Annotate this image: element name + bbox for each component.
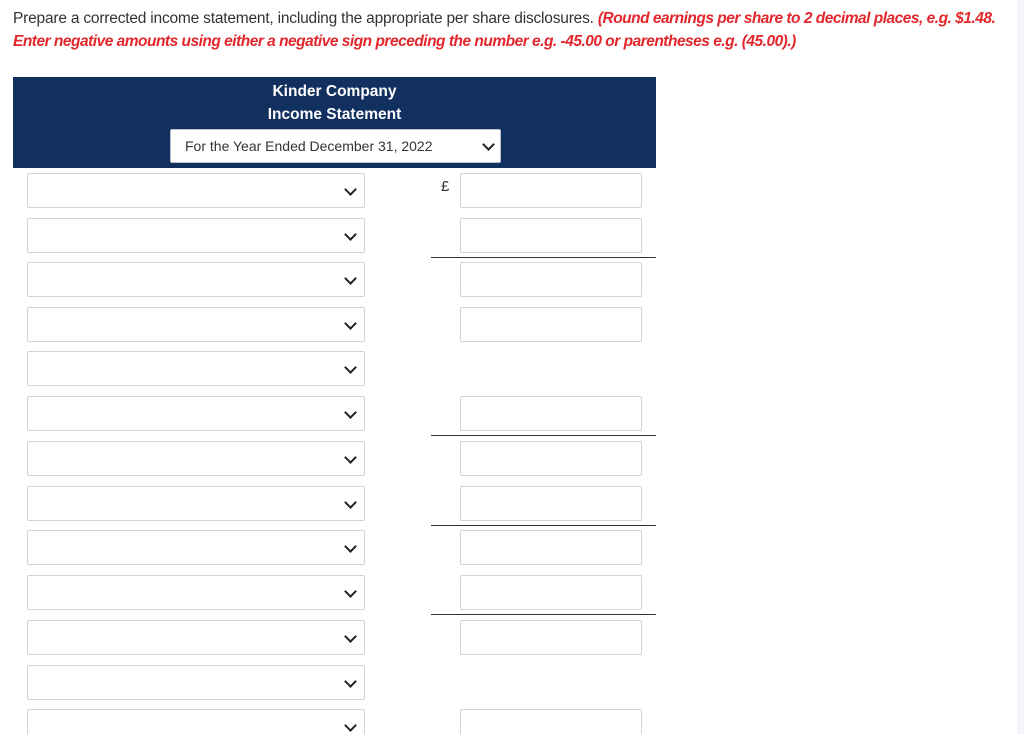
subtotal-rule [431,435,656,436]
scrollbar-track[interactable] [1017,0,1024,734]
chevron-down-icon [344,228,357,241]
currency-symbol: £ [441,178,450,195]
row-10-account-dropdown[interactable] [27,575,365,610]
chevron-down-icon [344,406,357,419]
instructions-text: Prepare a corrected income statement, including the appropriate per share disclosures. [13,10,594,27]
row-11-account-dropdown[interactable] [27,620,365,655]
row-8-amount-input[interactable] [460,486,642,521]
subtotal-rule [431,614,656,615]
row-7-amount-input[interactable] [460,441,642,476]
row-2-amount-input[interactable] [460,218,642,253]
chevron-down-icon [344,675,357,688]
chevron-down-icon [344,585,357,598]
statement-title: Income Statement [267,106,402,123]
chevron-down-icon [344,630,357,643]
row-9-amount-input[interactable] [460,530,642,565]
instructions-note: (Round earnings per share to 2 decimal places, e.g. $1.48. Enter negative amounts using either a negative sign preceding the number e.g. -45.00 or parentheses e.g. (45.00).) [13,10,996,50]
instructions [13,7,1003,53]
row-6-amount-input[interactable] [460,396,642,431]
row-10-amount-input[interactable] [460,575,642,610]
row-13-amount-input[interactable] [460,709,642,734]
row-11-amount-input[interactable] [460,620,642,655]
chevron-down-icon [344,451,357,464]
chevron-down-icon [344,361,357,374]
subtotal-rule [431,257,656,258]
chevron-down-icon [344,540,357,553]
row-6-account-dropdown[interactable] [27,396,365,431]
row-4-amount-input[interactable] [460,307,642,342]
chevron-down-icon [344,317,357,330]
period-dropdown-value: For the Year Ended December 31, 2022 [185,138,433,154]
row-3-amount-input[interactable] [460,262,642,297]
row-7-account-dropdown[interactable] [27,441,365,476]
chevron-down-icon [482,138,495,151]
row-2-account-dropdown[interactable] [27,218,365,253]
chevron-down-icon [344,496,357,509]
row-8-account-dropdown[interactable] [27,486,365,521]
chevron-down-icon [344,183,357,196]
row-3-account-dropdown[interactable] [27,262,365,297]
statement-header [13,77,656,168]
row-1-account-dropdown[interactable] [27,173,365,208]
row-13-account-dropdown[interactable] [27,709,365,734]
chevron-down-icon [344,719,357,732]
company-name: Kinder Company [272,83,397,100]
period-dropdown[interactable] [170,129,501,163]
row-12-account-dropdown[interactable] [27,665,365,700]
row-5-account-dropdown[interactable] [27,351,365,386]
row-9-account-dropdown[interactable] [27,530,365,565]
row-4-account-dropdown[interactable] [27,307,365,342]
subtotal-rule [431,525,656,526]
chevron-down-icon [344,272,357,285]
row-1-amount-input[interactable] [460,173,642,208]
